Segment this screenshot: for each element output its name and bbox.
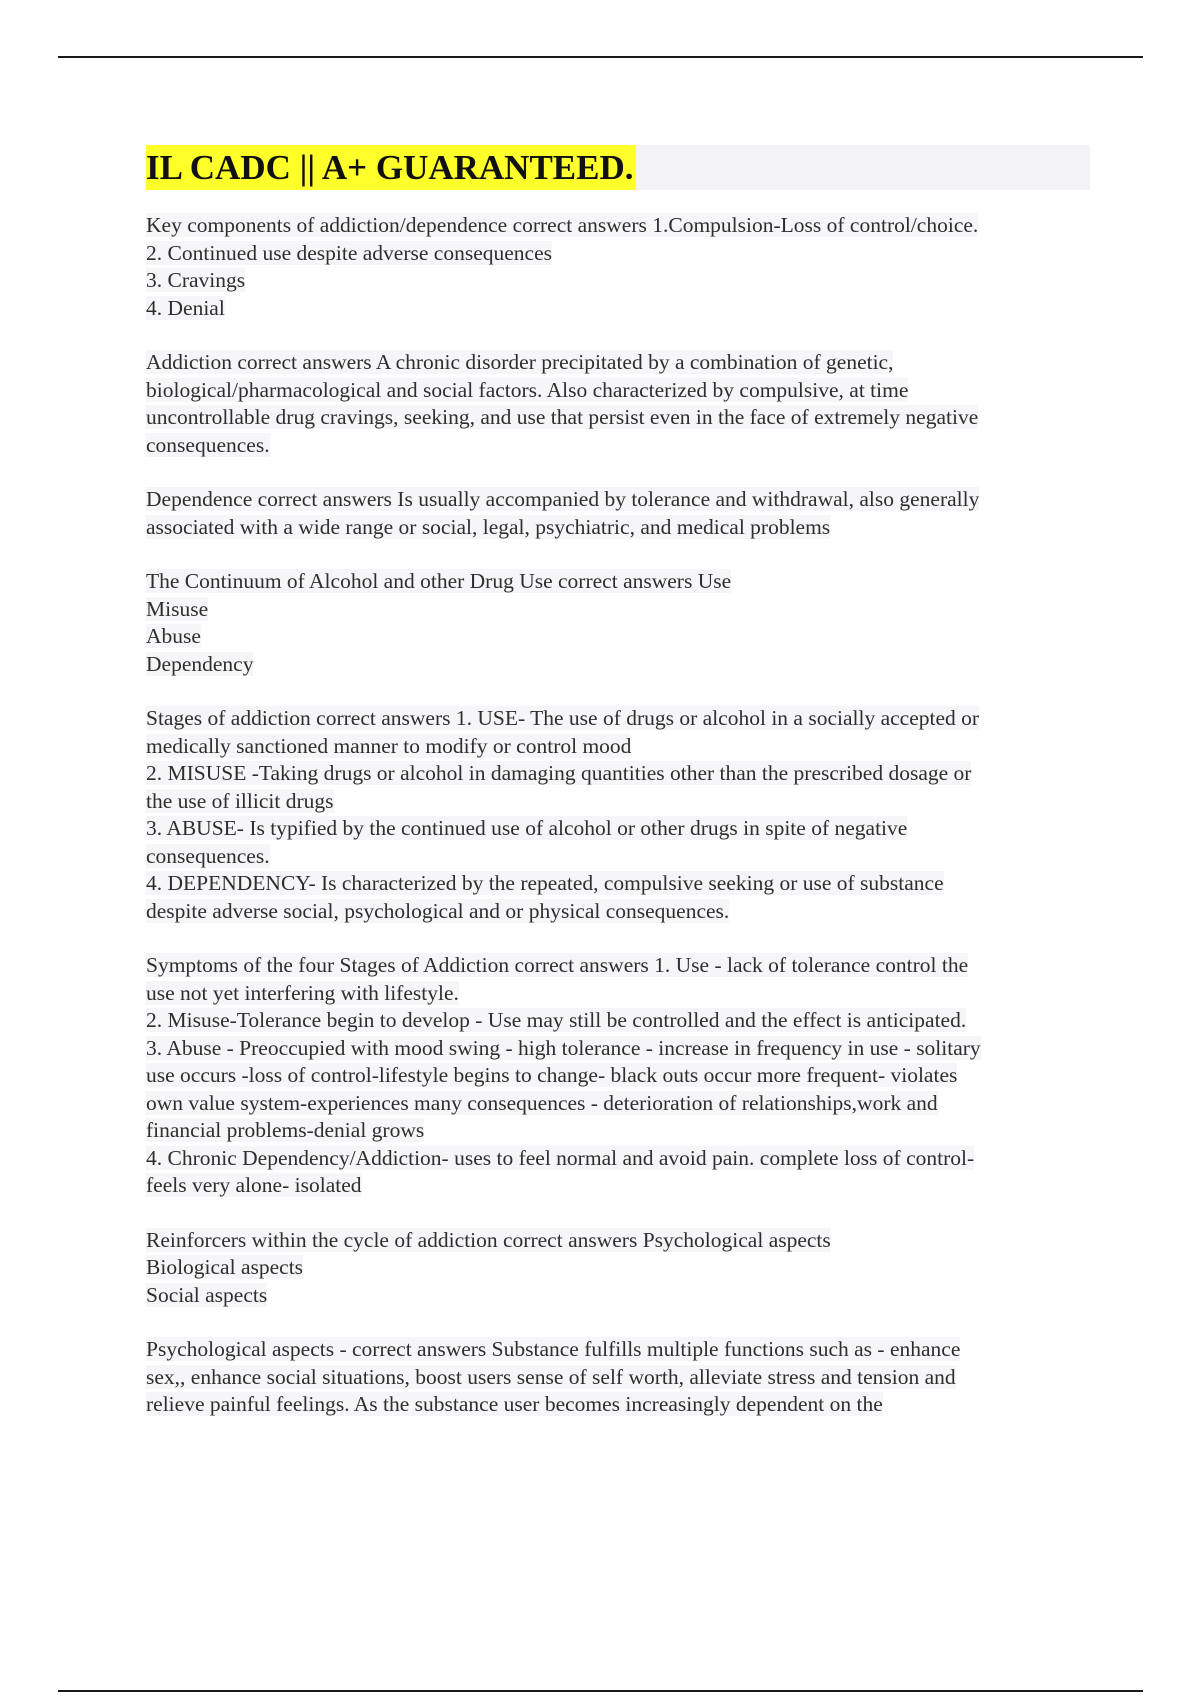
entry-text: the use of illicit drugs	[146, 788, 334, 813]
entry-text-line	[146, 815, 1090, 843]
entry-text: Biological aspects	[146, 1255, 304, 1279]
entry-text-line	[146, 240, 1090, 268]
entry-text: uncontrollable drug cravings, seeking, and use that persist even in the face of extremely negative	[146, 405, 979, 429]
flashcard-entry	[146, 212, 1090, 322]
flashcard-entry	[146, 486, 1090, 541]
entry-text-line	[146, 1035, 1090, 1063]
entry-text: Reinforcers within the cycle of addiction correct answers Psychological aspects	[146, 1227, 831, 1252]
entry-text-line	[146, 267, 1090, 295]
entry-text: Psychological aspects - correct answers Substance fulfills multiple functions such as - enhance	[146, 1337, 961, 1361]
entry-text-line	[146, 1117, 1090, 1145]
entry-text-line	[146, 404, 1090, 432]
entry-text: 3. Cravings	[146, 268, 246, 292]
entry-text: 2. Misuse-Tolerance begin to develop - Use may still be controlled and the effect is anticipated.	[146, 1008, 967, 1032]
entry-text: Dependence correct answers Is usually accompanied by tolerance and withdrawal, also generally	[146, 487, 980, 511]
entry-text: use occurs -loss of control-lifestyle begins to change- black outs occur more frequent- violates	[146, 1063, 958, 1087]
entry-text-line	[146, 1145, 1090, 1173]
entry-text: Key components of addiction/dependence correct answers 1.Compulsion-Loss of control/choice.	[146, 213, 979, 237]
entry-text-line	[146, 843, 1090, 871]
entry-text: Addiction correct answers A chronic disorder precipitated by a combination of genetic,	[146, 350, 894, 374]
document-title: IL CADC || A+ GUARANTEED.	[146, 145, 636, 190]
entry-text-line	[146, 788, 1090, 816]
entry-text: Abuse	[146, 624, 201, 648]
entry-text-line	[146, 349, 1090, 377]
entry-text-line	[146, 212, 1090, 240]
document-page	[146, 145, 1090, 1446]
entry-text-line	[146, 760, 1090, 788]
entry-text: associated with a wide range or social, legal, psychiatric, and medical problems	[146, 514, 831, 539]
entry-text: Dependency	[146, 651, 254, 676]
flashcard-entry	[146, 1227, 1090, 1310]
entry-text: use not yet interfering with lifestyle.	[146, 980, 459, 1005]
entry-text: 3. ABUSE- Is typified by the continued use of alcohol or other drugs in spite of negative	[146, 816, 908, 840]
flashcard-entry	[146, 952, 1090, 1200]
flashcard-entry	[146, 1336, 1090, 1419]
entry-text: 2. MISUSE -Taking drugs or alcohol in damaging quantities other than the prescribed dosage or	[146, 761, 972, 785]
entry-text: 2. Continued use despite adverse consequences	[146, 240, 552, 265]
entry-text: medically sanctioned manner to modify or control mood	[146, 733, 632, 758]
entry-text: financial problems-denial grows	[146, 1118, 425, 1142]
flashcard-entry	[146, 568, 1090, 678]
entry-text: feels very alone- isolated	[146, 1173, 362, 1197]
entry-text-line	[146, 898, 1090, 926]
entry-text-line	[146, 980, 1090, 1008]
flashcard-list	[146, 212, 1090, 1419]
entry-text: sex,, enhance social situations, boost users sense of self worth, alleviate stress and tension and	[146, 1364, 956, 1389]
entry-text-line	[146, 432, 1090, 460]
entry-text-line	[146, 952, 1090, 980]
entry-text: 4. DEPENDENCY- Is characterized by the repeated, compulsive seeking or use of substance	[146, 871, 944, 895]
title-band	[146, 145, 1090, 190]
entry-text-line	[146, 514, 1090, 542]
entry-text-line	[146, 1090, 1090, 1118]
entry-text: Misuse	[146, 596, 209, 621]
top-rule	[58, 56, 1143, 58]
entry-text-line	[146, 1282, 1090, 1310]
entry-text-line	[146, 733, 1090, 761]
entry-text-line	[146, 295, 1090, 323]
flashcard-entry	[146, 705, 1090, 925]
entry-text-line	[146, 486, 1090, 514]
entry-text-line	[146, 1391, 1090, 1419]
entry-text-line	[146, 1062, 1090, 1090]
entry-text-line	[146, 705, 1090, 733]
entry-text-line	[146, 377, 1090, 405]
entry-text: despite adverse social, psychological and or physical consequences.	[146, 898, 730, 923]
entry-text: consequences.	[146, 432, 270, 457]
entry-text-line	[146, 1007, 1090, 1035]
bottom-rule	[58, 1690, 1143, 1692]
entry-text: own value system-experiences many consequences - deterioration of relationships,work and	[146, 1090, 938, 1115]
entry-text-line	[146, 1336, 1090, 1364]
entry-text-line	[146, 651, 1090, 679]
entry-text-line	[146, 1227, 1090, 1255]
entry-text-line	[146, 1172, 1090, 1200]
entry-text-line	[146, 1364, 1090, 1392]
entry-text: consequences.	[146, 843, 270, 868]
entry-text: 3. Abuse - Preoccupied with mood swing - high tolerance - increase in frequency in use - solitary	[146, 1035, 981, 1060]
entry-text: relieve painful feelings. As the substance user becomes increasingly dependent on the	[146, 1392, 883, 1416]
entry-text-line	[146, 623, 1090, 651]
entry-text: biological/pharmacological and social factors. Also characterized by compulsive, at time	[146, 377, 909, 402]
entry-text-line	[146, 870, 1090, 898]
entry-text-line	[146, 1254, 1090, 1282]
entry-text: 4. Denial	[146, 295, 225, 320]
flashcard-entry	[146, 349, 1090, 459]
entry-text: The Continuum of Alcohol and other Drug Use correct answers Use	[146, 569, 732, 593]
entry-text: Symptoms of the four Stages of Addiction correct answers 1. Use - lack of tolerance control the	[146, 953, 969, 977]
entry-text-line	[146, 568, 1090, 596]
entry-text: Social aspects	[146, 1282, 268, 1307]
entry-text: Stages of addiction correct answers 1. USE- The use of drugs or alcohol in a socially accepted or	[146, 706, 980, 730]
entry-text-line	[146, 596, 1090, 624]
entry-text: 4. Chronic Dependency/Addiction- uses to feel normal and avoid pain. complete loss of control-	[146, 1145, 975, 1170]
